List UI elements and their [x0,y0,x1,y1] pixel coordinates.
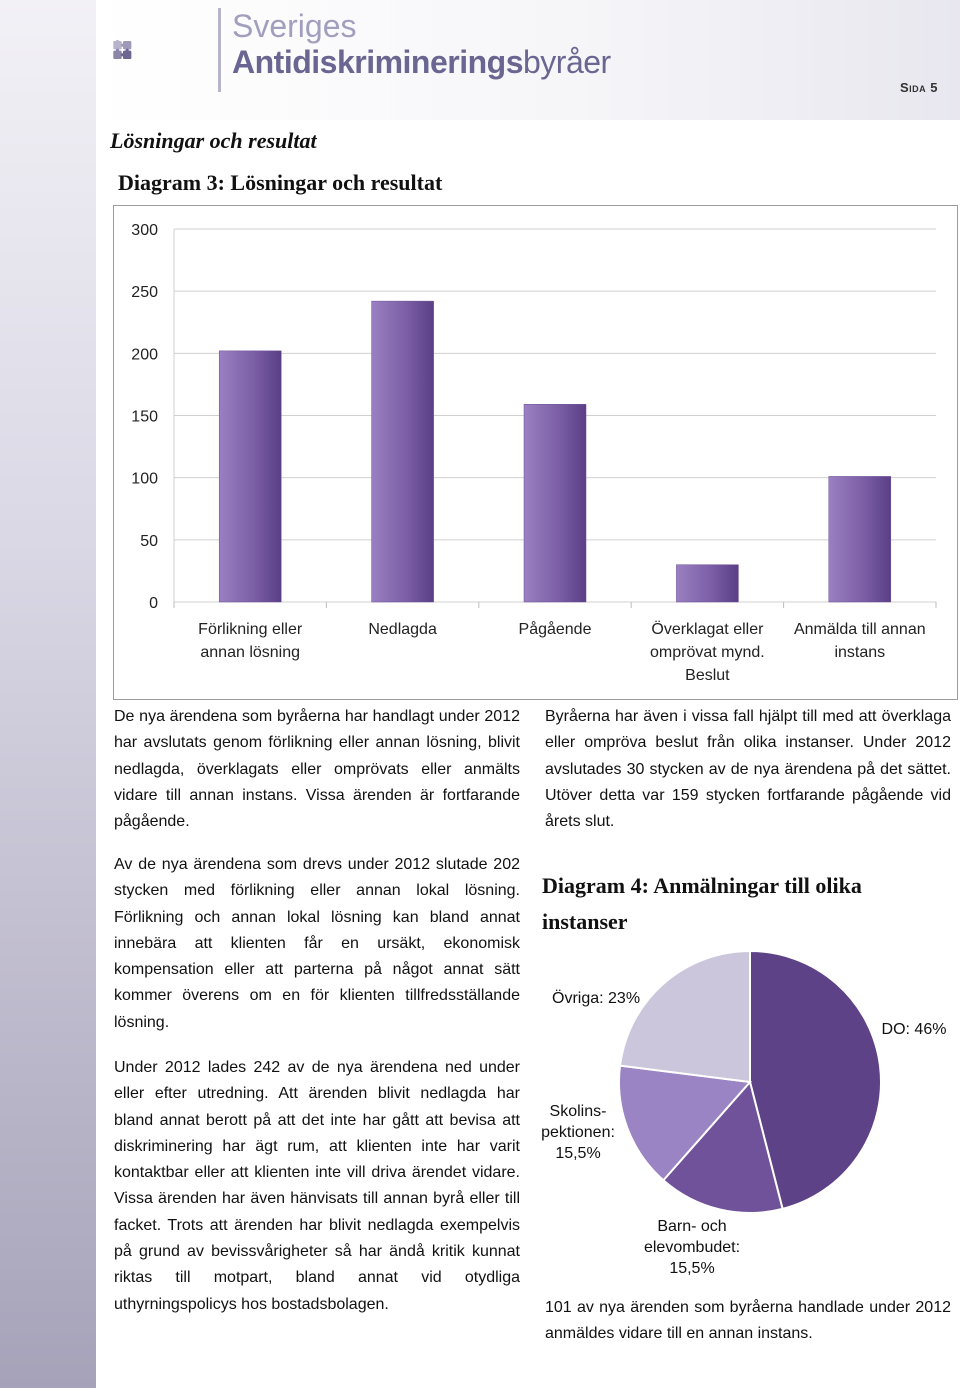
paragraph-1: De nya ärendena som byråerna har handlagt under 2012 har avslutats genom förlikning eller annan lösning, blivit nedlagda, överklagats eller omprövats eller anmälts vidare till annan instans. Vissa ärenden är fortfarande pågående. [114,708,520,831]
y-tick-label: 0 [149,595,158,612]
y-tick-label: 250 [131,284,158,302]
pie-label-line: Övriga: 23% [552,990,641,1007]
x-tick-label: omprövat mynd. [650,644,765,661]
logo-text-rest: byråer [523,44,611,80]
bar [676,565,738,602]
x-tick-label: Beslut [685,667,730,684]
y-tick-label: 50 [140,532,158,550]
pie-chart-frame [530,940,960,1280]
x-tick-label: Nedlagda [368,621,437,638]
logo-divider [218,8,221,92]
paragraph-2: Av de nya ärendena som drevs under 2012 slutade 202 stycken med förlikning eller annan lokal lösning. Förlikning och annan lokal lösning kan bland annat innebära att klienten får en ursäkt, ekonomisk kompensation eller att parterna på något annat sätt kommer överens om en för klienten tillfredsställande lösning. [114,856,520,1031]
diagram3-title: Diagram 3: Lösningar och resultat [118,170,443,195]
pie-label-line: 15,5% [669,1260,715,1277]
logo-text-line1: Sveriges [232,8,357,44]
bar [219,351,281,602]
section-heading: Lösningar och resultat [110,128,317,153]
x-tick-label: Pågående [518,621,592,638]
paragraph-5: 101 av nya ärenden som byråerna handlade under 2012 anmäldes vidare till en annan instans. [545,1299,951,1343]
pie-slice [620,951,750,1082]
x-tick-label: Anmälda till annan [793,621,926,638]
y-tick-label: 200 [131,346,158,364]
logo-text-bold: Antidiskriminerings [232,44,523,80]
pie-label [541,1103,615,1162]
y-tick-label: 150 [131,408,158,426]
bar [829,476,891,602]
bar-chart [114,206,957,699]
pie-label-line: elevombudet: [643,1239,741,1256]
page-sidebar [0,0,96,1388]
pie-label-line: DO: 46% [881,1021,947,1038]
diagram4-title: Diagram 4: Anmälningar till olika instanser [542,873,862,934]
x-tick-label: Förlikning eller [198,621,303,638]
x-tick-label: Överklagat eller [651,621,764,638]
bar-chart-frame [113,205,958,700]
x-tick-label: annan lösning [200,644,301,661]
pie-label [552,989,640,1007]
pie-label-line: Skolins- [549,1103,607,1120]
pie-chart [530,940,960,1280]
paragraph-4: Byråerna har även i vissa fall hjälpt till med att överklaga eller ompröva beslut från olika instanser. Under 2012 avslutades 30 stycken av de nya ärendena på det sättet. Utöver detta var 159 stycken fortfarande pågående vid årets slut. [545,708,951,831]
bar [524,404,586,602]
bar [372,301,434,602]
x-tick-label: instans [834,644,886,661]
y-tick-label: 100 [131,470,158,488]
pie-label-line: 15,5% [555,1145,601,1162]
page-number: Sida 5 [899,80,938,95]
logo-text-line2 [232,44,611,81]
y-tick-label: 300 [131,222,158,239]
pie-label [644,1218,740,1277]
pie-label-line: pektionen: [541,1124,615,1141]
pie-label [882,1021,947,1038]
paragraph-3: Under 2012 lades 242 av de nya ärendena ned under eller efter utredning. Att ärenden blivit nedlagda har bland annat berott på att det inte har gått att bevisa att diskriminering har ägt rum, att klienten inte har varit kontaktbar eller att klienten inte vill driva ärendet vidare. Vissa ärenden har även hänvisats till annan byrå eller till facket. Trots att ärenden har blivit nedlagda exempelvis på grund av bevissvårigheter så har ändå kritik kunnat riktas till motpart, bland annat vid otydliga uthyrningspolicys hos bostadsbolagen. [114,1059,520,1313]
pie-label-line: Barn- och [657,1218,727,1235]
puzzle-logo-icon [112,4,222,96]
